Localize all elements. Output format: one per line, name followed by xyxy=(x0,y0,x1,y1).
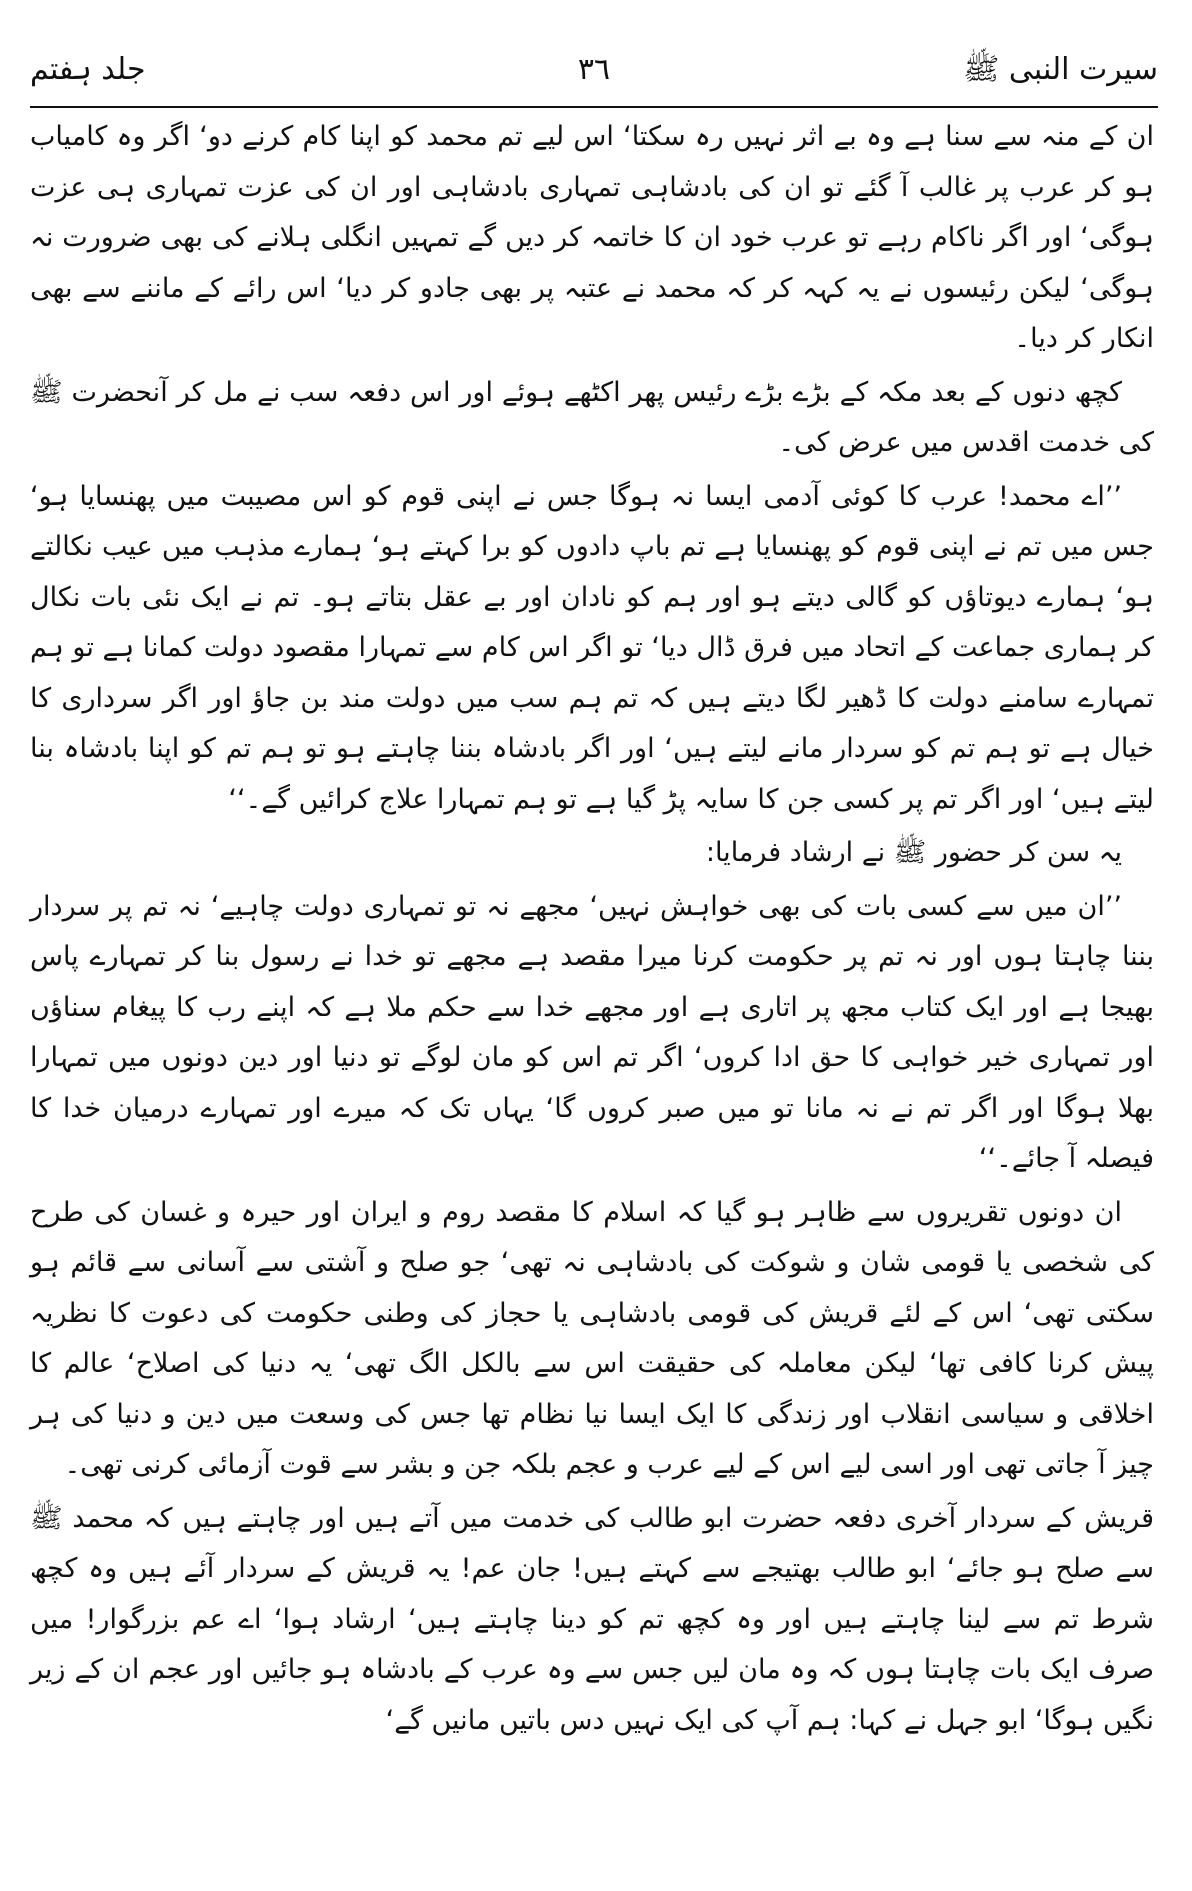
volume-label: جلد ہفتم xyxy=(30,52,146,87)
paragraph: کچھ دنوں کے بعد مکہ کے بڑے بڑے رئیس پھر اکٹھے ہوئے اور اس دفعہ سب نے مل کر آنحضرت ﷺ کی خدمت اقدس میں عرض کی۔ xyxy=(30,376,1154,458)
paragraph: قریش کے سردار آخری دفعہ حضرت ابو طالب کی خدمت میں آتے ہیں اور چاہتے ہیں کہ محمد ﷺ سے صلح ہو جائے‘ ابو طالب بھتیجے سے کہتے ہیں! جان عم! یہ قریش کے سردار آئے ہیں وہ کچھ شرط تم سے لینا چاہتے ہیں اور وہ کچھ تم کو دینا چاہتے ہیں‘ ارشاد ہوا‘ اے عم بزرگوار! میں صرف ایک بات چاہتا ہوں کہ وہ مان لیں جس سے وہ عرب کے بادشاہ ہو جائیں اور عجم ان کے زیر نگیں ہوگا‘ ابو جہل نے کہا: ہم آپ کی ایک نہیں دس باتیں مانیں گے‘ xyxy=(30,1502,1154,1736)
quote-paragraph: ’’ان میں سے کسی بات کی بھی خواہش نہیں‘ مجھے نہ تو تمہاری دولت چاہیے‘ نہ تم پر سردار بننا چاہتا ہوں اور نہ تم پر حکومت کرنا میرا مقصد ہے مجھے تو خدا نے رسول بنا کر تمہارے پاس بھیجا ہے اور ایک کتاب مجھ پر اتاری ہے اور مجھے خدا سے حکم ملا ہے کہ اپنے رب کا پیغام سناؤں اور تمہاری خیر خواہی کا حق ادا کروں‘ اگر تم اس کو مان لوگے تو دنیا اور دین دونوں میں تمہارا بھلا ہوگا اور اگر تم نے نہ مانا تو میں صبر کروں گا‘ یہاں تک کہ میرے اور تمہارے درمیان خدا کا فیصلہ آ جائے۔‘‘ xyxy=(30,890,1154,1174)
page-number: ٣٦ xyxy=(577,52,611,87)
paragraph: ان کے منہ سے سنا ہے وہ بے اثر نہیں رہ سکتا‘ اس لیے تم محمد کو اپنا کام کرنے دو‘ اگر وہ کامیاب ہو کر عرب پر غالب آ گئے تو ان کی بادشاہی تمہاری بادشاہی اور ان کی عزت تمہاری ہی عزت ہوگی‘ اور اگر ناکام رہے تو عرب خود ان کا خاتمہ کر دیں گے تمہیں انگلی ہلانے کی بھی ضرورت نہ ہوگی‘ لیکن رئیسوں نے یہ کہہ کر کہ محمد نے عتبہ پر بھی جادو کر دیا‘ اس رائے کے ماننے سے بھی انکار کر دیا۔ xyxy=(30,121,1154,354)
quote-paragraph: ’’اے محمد! عرب کا کوئی آدمی ایسا نہ ہوگا جس نے اپنی قوم کو اس مصیبت میں پھنسایا ہو‘ جس میں تم نے اپنی قوم کو پھنسایا ہے تم باپ دادوں کو برا کہتے ہو‘ ہمارے مذہب میں عیب نکالتے ہو‘ ہمارے دیوتاؤں کو گالی دیتے ہو اور ہم کو نادان اور بے عقل بتاتے ہو۔ تم نے ایک نئی بات نکال کر ہماری جماعت کے اتحاد میں فرق ڈال دیا‘ تو اگر اس کام سے تمہارا مقصود دولت کمانا ہے تو ہم تمہارے سامنے دولت کا ڈھیر لگا دیتے ہیں کہ تم ہم سب میں دولت مند بن جاؤ اور اگر سرداری کا خیال ہے تو ہم تم کو سردار مانے لیتے ہیں‘ اور اگر بادشاہ بننا چاہتے ہو تو ہم تم کو اپنا بادشاہ بنا لیتے ہیں‘ اور اگر تم پر کسی جن کا سایہ پڑ گیا ہے تو ہم تمہارا علاج کرائیں گے۔‘‘ xyxy=(30,480,1154,815)
page-body xyxy=(30,112,1154,1867)
paragraph: ان دونوں تقریروں سے ظاہر ہو گیا کہ اسلام کا مقصد روم و ایران اور حیرہ و غسان کی طرح کی شخصی یا قومی شان و شوکت کی بادشاہی نہ تھی‘ جو صلح و آشتی سے آسانی سے قائم ہو سکتی تھی‘ اس کے لئے قریش کی قومی بادشاہی یا حجاز کی وطنی حکومت کی دعوت کا نظریہ پیش کرنا کافی تھا‘ لیکن معاملہ کی حقیقت اس سے بالکل الگ تھی‘ یہ دنیا کی اصلاح‘ عالم کا اخلاقی و سیاسی انقلاب اور زندگی کا ایک ایسا نیا نظام تھا جس کی وسعت میں دین و دنیا کی ہر چیز آ جاتی تھی اور اسی لیے اس کے لیے عرب و عجم بلکہ جن و بشر سے قوت آزمائی کرنی تھی۔ xyxy=(30,1196,1154,1480)
book-title: سیرت النبی ﷺ xyxy=(963,52,1158,87)
paragraph: یہ سن کر حضور ﷺ نے ارشاد فرمایا: xyxy=(705,837,1122,868)
page-header xyxy=(30,42,1158,108)
